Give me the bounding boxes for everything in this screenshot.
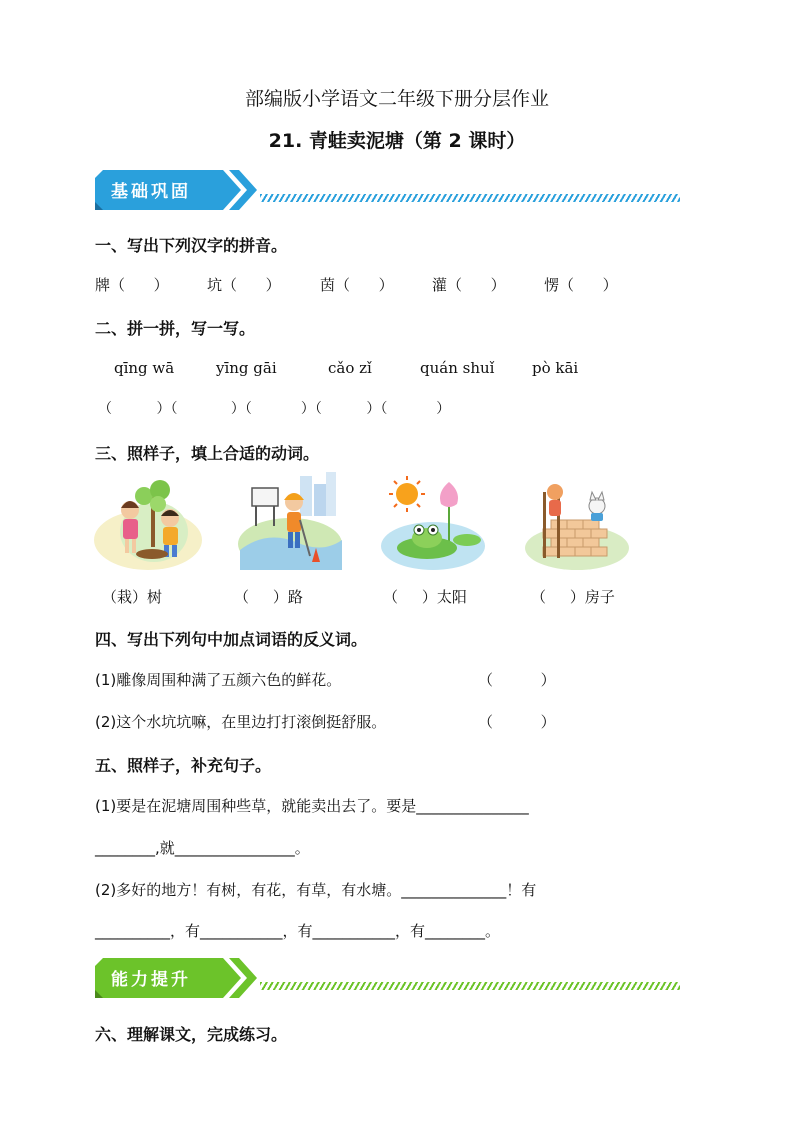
q3-item: （ ）房子 bbox=[531, 588, 615, 606]
section-banner-basic bbox=[95, 170, 685, 210]
pinyin-item: pò kāi bbox=[532, 359, 579, 377]
question-3-title: 三、照样子，填上合适的动词。 bbox=[95, 444, 320, 463]
worksheet-series-title: 部编版小学语文二年级下册分层作业 bbox=[244, 88, 549, 110]
picture-building-house bbox=[521, 470, 629, 572]
q5-line-4: __________，有___________，有___________，有________。 bbox=[95, 922, 501, 940]
question-5-title: 五、照样子，补充句子。 bbox=[95, 756, 272, 775]
q1-item: 愣（ ） bbox=[544, 276, 618, 294]
q5-line-2: ________,就________________。 bbox=[95, 839, 310, 857]
q1-item: 茵（ ） bbox=[320, 276, 394, 294]
pinyin-item: quán shuǐ bbox=[420, 359, 495, 377]
pinyin-item: cǎo zǐ bbox=[328, 359, 372, 377]
q4-answer-blank-2: （ ） bbox=[478, 713, 556, 731]
q1-item: 牌（ ） bbox=[95, 276, 169, 294]
pinyin-item: yīng gāi bbox=[216, 359, 277, 377]
picture-frog-sunbathing bbox=[379, 470, 487, 572]
picture-fixing-road bbox=[236, 470, 344, 572]
banner-stripe bbox=[260, 982, 680, 990]
question-4-title: 四、写出下列句中加点词语的反义词。 bbox=[95, 630, 368, 649]
q4-sentence-1: (1)雕像周围种满了五颜六色的鲜花。 bbox=[95, 671, 342, 689]
q5-line-3: (2)多好的地方！有树，有花，有草，有水塘。______________！有 bbox=[95, 881, 537, 899]
section-banner-advanced bbox=[95, 958, 685, 998]
q2-answer-blanks: （ ）（ ）（ ）（ ）（ ） bbox=[98, 401, 451, 417]
q5-line-1: (1)要是在泥塘周围种些草，就能卖出去了。要是_______________ bbox=[95, 797, 529, 815]
question-2-title: 二、拼一拼，写一写。 bbox=[95, 319, 256, 338]
q4-answer-blank-1: （ ） bbox=[478, 671, 556, 689]
question-1-title: 一、写出下列汉字的拼音。 bbox=[95, 236, 288, 255]
q3-item: （栽）树 bbox=[102, 588, 163, 606]
picture-planting-tree bbox=[94, 470, 202, 572]
question-6-title: 六、理解课文，完成练习。 bbox=[95, 1025, 288, 1044]
lesson-title: 21. 青蛙卖泥塘（第 2 课时） bbox=[268, 130, 526, 152]
q4-sentence-2: (2)这个水坑坑嘛，在里边打打滚倒挺舒服。 bbox=[95, 713, 387, 731]
q1-item: 灌（ ） bbox=[432, 276, 506, 294]
pinyin-item: qīng wā bbox=[114, 359, 175, 377]
q3-item: （ ）路 bbox=[234, 588, 303, 606]
q3-item: （ ）太阳 bbox=[383, 588, 467, 606]
banner-stripe bbox=[260, 194, 680, 202]
banner-label: 能力提升 bbox=[111, 970, 191, 990]
banner-label: 基础巩固 bbox=[111, 182, 191, 202]
q1-item: 坑（ ） bbox=[207, 276, 281, 294]
